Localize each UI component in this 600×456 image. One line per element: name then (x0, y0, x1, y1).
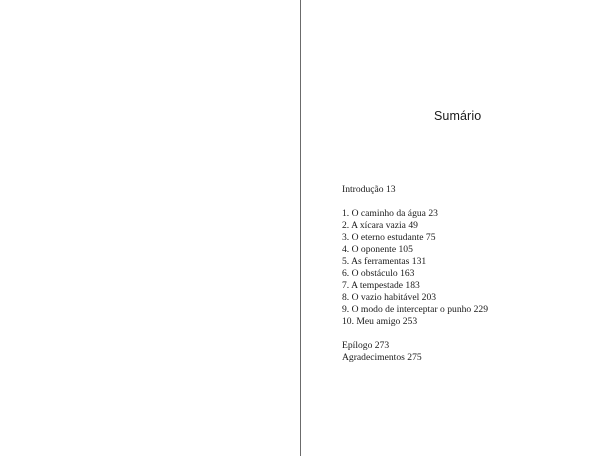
toc-entry-introduction: Introdução 13 (342, 184, 396, 195)
toc-entry-epilogue: Epílogo 273 (342, 340, 390, 351)
toc-title: Sumário (434, 109, 482, 123)
toc-entry-chapter-2: 2. A xícara vazia 49 (342, 220, 418, 231)
toc-entry-chapter-8: 8. O vazio habitável 203 (342, 292, 437, 303)
toc-entry-chapter-3: 3. O eterno estudante 75 (342, 232, 436, 243)
table-of-contents (342, 184, 488, 364)
toc-entry-acknowledgements: Agradecimentos 275 (342, 352, 422, 363)
toc-entry-chapter-4: 4. O oponente 105 (342, 244, 413, 255)
toc-entry-chapter-10: 10. Meu amigo 253 (342, 316, 418, 327)
toc-entry-chapter-9: 9. O modo de interceptar o punho 229 (342, 304, 489, 315)
toc-entry-chapter-1: 1. O caminho da água 23 (342, 208, 438, 219)
toc-spacer (342, 328, 488, 340)
toc-spacer (342, 196, 488, 208)
toc-entry-chapter-5: 5. As ferramentas 131 (342, 256, 427, 267)
toc-entry-chapter-7: 7. A tempestade 183 (342, 280, 420, 291)
toc-entry-chapter-6: 6. O obstáculo 163 (342, 268, 415, 279)
